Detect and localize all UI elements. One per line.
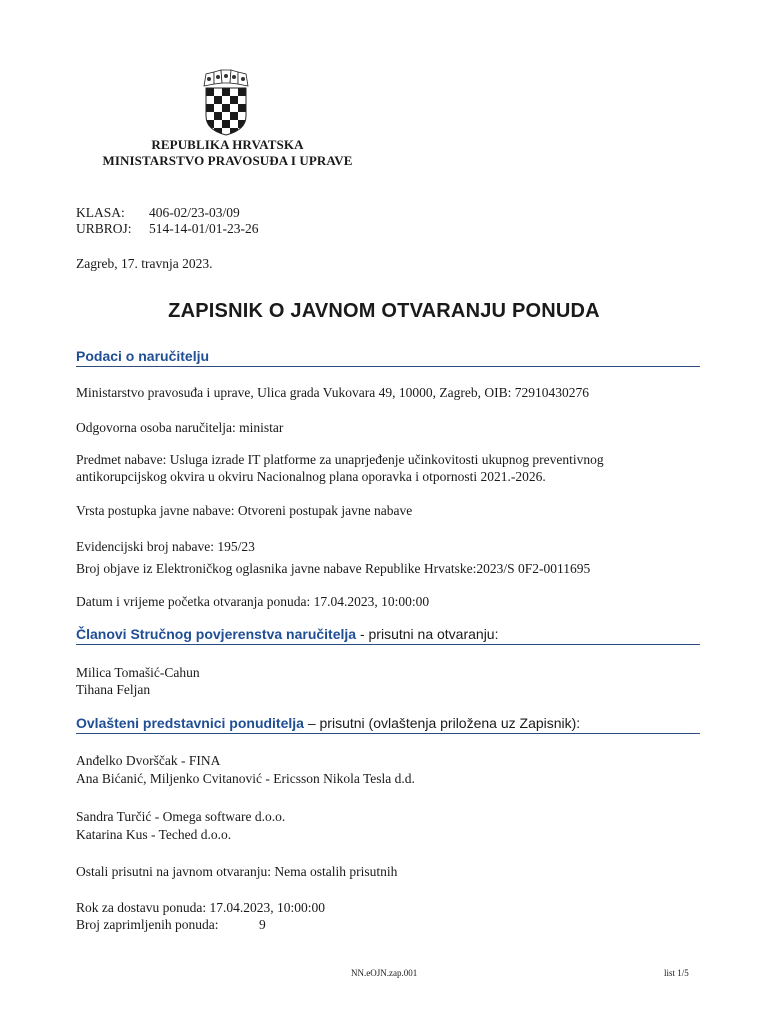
odgovorna-osoba-line: Odgovorna osoba naručitelja: ministar bbox=[76, 420, 284, 435]
section-heading-text: Članovi Stručnog povjerenstva naručitelja bbox=[76, 626, 357, 642]
section-heading-ponuditelji bbox=[76, 715, 700, 734]
section-heading-text: Podaci o naručitelju bbox=[76, 348, 210, 364]
org-name-line2: MINISTARSTVO PRAVOSUĐA I UPRAVE bbox=[102, 153, 353, 168]
footer-page-number: list 1/5 bbox=[664, 968, 689, 978]
document-title: ZAPISNIK O JAVNOM OTVARANJU PONUDA bbox=[168, 300, 600, 322]
vrsta-postupka-line: Vrsta postupka javne nabave: Otvoreni postupak javne nabave bbox=[76, 503, 413, 518]
rok-dostave-line: Rok za dostavu ponuda: 17.04.2023, 10:00:00 bbox=[76, 900, 325, 915]
section-heading-narucitelj bbox=[76, 348, 700, 367]
broj-ponuda-value: 9 bbox=[259, 917, 266, 932]
member-1: Milica Tomašić-Cahun bbox=[76, 665, 200, 680]
member-2: Tihana Feljan bbox=[76, 682, 151, 697]
place-date: Zagreb, 17. travnja 2023. bbox=[76, 256, 213, 271]
section-heading-text: Ovlašteni predstavnici ponuditelja bbox=[76, 715, 304, 731]
evidencijski-broj-line: Evidencijski broj nabave: 195/23 bbox=[76, 539, 255, 554]
broj-ponuda-label: Broj zaprimljenih ponuda: bbox=[76, 917, 219, 932]
urbroj-value: 514-14-01/01-23-26 bbox=[149, 221, 259, 236]
representative-1: Anđelko Dvorščak - FINA bbox=[76, 753, 221, 768]
section-heading-povjerenstvo bbox=[76, 626, 700, 645]
coat-of-arms-icon bbox=[202, 68, 250, 136]
predmet-line-1: Predmet nabave: Usluga izrade IT platforme za unaprjeđenje učinkovitosti ukupnog preventivnog bbox=[76, 452, 604, 467]
klasa-value: 406-02/23-03/09 bbox=[149, 205, 240, 220]
ostali-prisutni-line: Ostali prisutni na javnom otvaranju: Nema ostalih prisutnih bbox=[76, 864, 398, 879]
narucitelj-line: Ministarstvo pravosuđa i uprave, Ulica grada Vukovara 49, 10000, Zagreb, OIB: 72910430276 bbox=[76, 385, 589, 400]
footer-doc-code: NN.eOJN.zap.001 bbox=[351, 968, 418, 978]
representative-3: Sandra Turčić - Omega software d.o.o. bbox=[76, 809, 286, 824]
predmet-line-2: antikorupcijskog okvira u okviru Nacionalnog plana oporavka i otpornosti 2021.-2026. bbox=[76, 469, 546, 484]
org-name-line1: REPUBLIKA HRVATSKA bbox=[151, 137, 304, 152]
section-heading-suffix: - prisutni na otvaranju: bbox=[356, 626, 499, 642]
representative-4: Katarina Kus - Teched d.o.o. bbox=[76, 827, 232, 842]
klasa-label: KLASA: bbox=[76, 205, 125, 220]
section-heading-suffix: – prisutni (ovlaštenja priložena uz Zapisnik): bbox=[303, 715, 581, 731]
representative-2: Ana Bićanić, Miljenko Cvitanović - Ericsson Nikola Tesla d.d. bbox=[76, 771, 415, 786]
broj-objave-line: Broj objave iz Elektroničkog oglasnika javne nabave Republike Hrvatske:2023/S 0F2-0011695 bbox=[76, 561, 591, 576]
urbroj-label: URBROJ: bbox=[76, 221, 132, 236]
datum-otvaranja-line: Datum i vrijeme početka otvaranja ponuda: 17.04.2023, 10:00:00 bbox=[76, 594, 430, 609]
